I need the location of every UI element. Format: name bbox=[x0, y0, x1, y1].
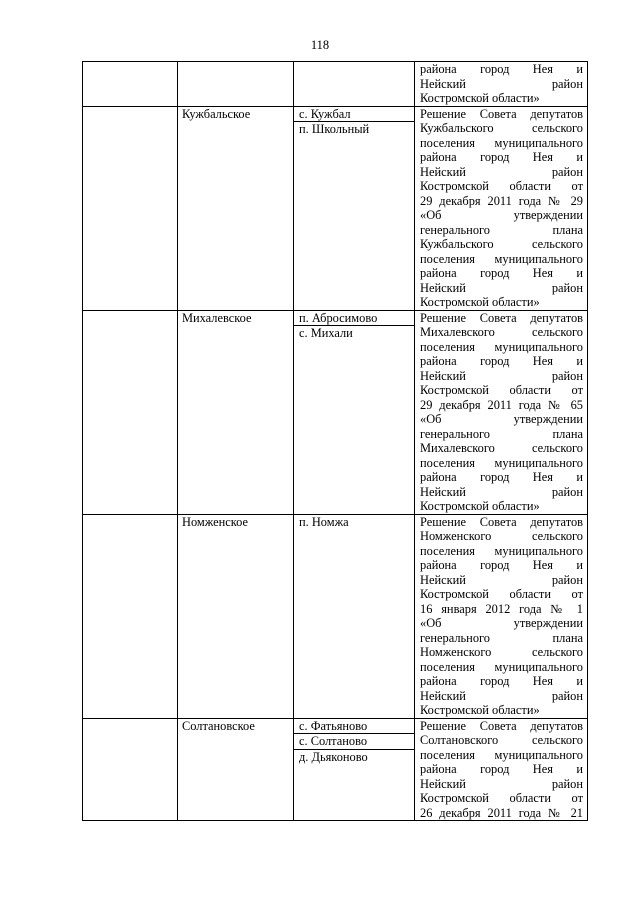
decision-text-line: Номженского сельского bbox=[420, 645, 583, 659]
decision-cell bbox=[415, 62, 588, 107]
empty-column-cell bbox=[83, 718, 178, 821]
decision-text-line: Костромской области от bbox=[420, 791, 583, 805]
decision-text-line: Номженского сельского bbox=[420, 529, 583, 543]
decision-text-line: Кужбальского сельского bbox=[420, 121, 583, 135]
table-row bbox=[83, 514, 588, 718]
settlements-table bbox=[82, 61, 588, 821]
table-row bbox=[83, 718, 588, 821]
locality-item: д. Дьяконово bbox=[299, 749, 368, 764]
decision-text-line: Костромской области» bbox=[420, 499, 540, 513]
locality-item bbox=[294, 62, 414, 77]
decision-text-line: Решение Совета депутатов bbox=[420, 106, 583, 121]
decision-cell bbox=[415, 514, 588, 718]
locality-item: п. Школьный bbox=[299, 122, 370, 136]
decision-text-line: Нейский район bbox=[420, 776, 583, 791]
locality-item: с. Солтаново bbox=[294, 734, 414, 750]
locality-item: с. Фатьяново bbox=[294, 719, 414, 735]
settlement-cell bbox=[178, 62, 294, 107]
decision-text-line: Нейский район bbox=[420, 164, 583, 179]
decision-text-line: 29 декабря 2011 года № 65 bbox=[420, 397, 583, 412]
locality-item: с. Кужбал bbox=[294, 107, 414, 123]
empty-column-cell bbox=[83, 310, 178, 514]
decision-text-line: Решение Совета депутатов bbox=[420, 514, 583, 529]
localities-cell bbox=[294, 62, 415, 107]
decision-text-line: Нейский район bbox=[420, 484, 583, 499]
decision-text-line: Нейский район bbox=[420, 76, 583, 91]
table-body bbox=[83, 62, 588, 821]
decision-text-line: генерального плана bbox=[420, 630, 583, 645]
decision-text-line: 29 декабря 2011 года № 29 bbox=[420, 193, 583, 208]
settlement-cell: Кужбальское bbox=[178, 106, 294, 310]
decision-text-line: поселения муниципального bbox=[420, 339, 583, 354]
empty-column-cell bbox=[83, 62, 178, 107]
decision-text-line: Костромской области» bbox=[420, 295, 540, 309]
settlement-cell: Михалевское bbox=[178, 310, 294, 514]
decision-text-line: района город Нея и bbox=[420, 354, 583, 368]
table-row bbox=[83, 310, 588, 514]
decision-text-line: района город Нея и bbox=[420, 558, 583, 572]
locality-item: п. Абросимово bbox=[294, 311, 414, 327]
decision-text-line: Нейский район bbox=[420, 688, 583, 703]
decision-text-line: района город Нея и bbox=[420, 470, 583, 484]
decision-text-line: «Об утверждении bbox=[420, 208, 583, 222]
table-row bbox=[83, 62, 588, 107]
decision-text-line: поселения муниципального bbox=[420, 251, 583, 266]
decision-text-line: 26 декабря 2011 года № 21 bbox=[420, 805, 583, 820]
decision-text-line: поселения муниципального bbox=[420, 747, 583, 762]
decision-cell bbox=[415, 106, 588, 310]
decision-text-line: Солтановского сельского bbox=[420, 733, 583, 747]
localities-cell bbox=[294, 310, 415, 514]
decision-text-line: Кужбальского сельского bbox=[420, 237, 583, 251]
decision-text-line: генерального плана bbox=[420, 222, 583, 237]
decision-text-line: района город Нея и bbox=[420, 62, 583, 76]
decision-text-line: поселения муниципального bbox=[420, 659, 583, 674]
decision-text-line: Нейский район bbox=[420, 280, 583, 295]
settlement-cell: Солтановское bbox=[178, 718, 294, 821]
empty-column-cell bbox=[83, 106, 178, 310]
decision-text-line: генерального плана bbox=[420, 426, 583, 441]
decision-text-line: поселения муниципального bbox=[420, 543, 583, 558]
decision-cell bbox=[415, 718, 588, 821]
decision-text-line: 16 января 2012 года № 1 bbox=[420, 601, 583, 616]
locality-item: п. Номжа bbox=[299, 514, 349, 529]
decision-text-line: Нейский район bbox=[420, 368, 583, 383]
decision-text-line: района город Нея и bbox=[420, 150, 583, 164]
localities-cell bbox=[294, 514, 415, 718]
decision-text-line: Костромской области» bbox=[420, 91, 540, 105]
decision-text-line: Нейский район bbox=[420, 572, 583, 587]
decision-text-line: поселения муниципального bbox=[420, 135, 583, 150]
settlement-cell: Номженское bbox=[178, 514, 294, 718]
decision-text-line: Решение Совета депутатов bbox=[420, 310, 583, 325]
decision-text-line: «Об утверждении bbox=[420, 616, 583, 630]
decision-text-line: Решение Совета депутатов bbox=[420, 718, 583, 733]
decision-text-line: района город Нея и bbox=[420, 674, 583, 688]
localities-cell bbox=[294, 106, 415, 310]
decision-text-line: района город Нея и bbox=[420, 266, 583, 280]
table-row bbox=[83, 106, 588, 310]
decision-text-line: Михалевского сельского bbox=[420, 441, 583, 455]
decision-cell bbox=[415, 310, 588, 514]
empty-column-cell bbox=[83, 514, 178, 718]
localities-cell bbox=[294, 718, 415, 821]
page-number: 118 bbox=[310, 38, 330, 52]
decision-text-line: Михалевского сельского bbox=[420, 325, 583, 339]
decision-text-line: Костромской области от bbox=[420, 179, 583, 193]
decision-text-line: Костромской области» bbox=[420, 703, 540, 717]
locality-item: с. Михали bbox=[299, 326, 353, 340]
decision-text-line: Костромской области от bbox=[420, 383, 583, 397]
decision-text-line: Костромской области от bbox=[420, 587, 583, 601]
decision-text-line: поселения муниципального bbox=[420, 455, 583, 470]
decision-text-line: района город Нея и bbox=[420, 762, 583, 776]
decision-text-line: «Об утверждении bbox=[420, 412, 583, 426]
